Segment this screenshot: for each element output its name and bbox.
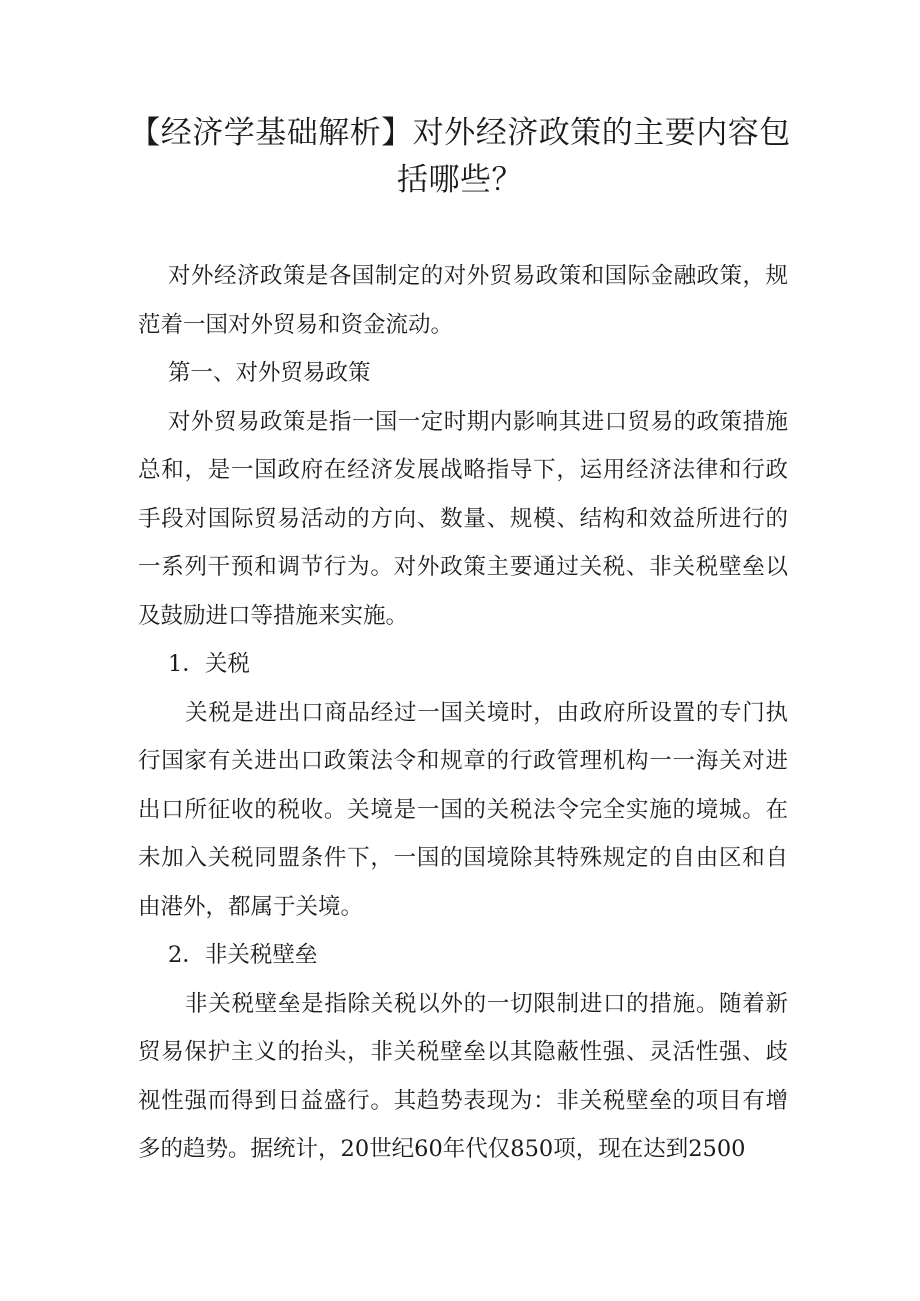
section-heading-trade-policy: 第一、对外贸易政策 bbox=[168, 360, 371, 386]
document-title: 【经济学基础解析】对外经济政策的主要内容包括哪些？ bbox=[129, 115, 791, 198]
paragraph-intro: 对外经济政策是各国制定的对外贸易政策和国际金融政策，规范着一国对外贸易和资金流动。 bbox=[138, 263, 788, 338]
subheading-tariff: 1．关税 bbox=[168, 651, 250, 677]
paragraph-tariff: 关税是进出口商品经过一国关境时，由政府所设置的专门执行国家有关进出口政策法令和规章的行政管理机构一一海关对进出口所征收的税收。关境是一国的关税法令完全实施的境城。在未加入关税同盟条件下，一国的国境除其特殊规定的自由区和自由港外，都属于关境。 bbox=[138, 699, 788, 920]
document-body bbox=[138, 252, 788, 1174]
paragraph-non-tariff-barriers: 非关税壁垒是指除关税以外的一切限制进口的措施。随着新贸易保护主义的抬头，非关税壁垒以其隐蔽性强、灵活性强、歧视性强而得到日益盛行。其趋势表现为：非关税壁垒的项目有增多的趋势。据统计，20世纪60年代仅850项，现在达到2500 bbox=[138, 990, 788, 1162]
subheading-non-tariff-barriers: 2．非关税壁垒 bbox=[168, 942, 318, 968]
paragraph-trade-policy: 对外贸易政策是指一国一定时期内影响其进口贸易的政策措施总和，是一国政府在经济发展战略指导下，运用经济法律和行政手段对国际贸易活动的方向、数量、规模、结构和效益所进行的一系列干预和调节行为。对外政策主要通过关税、非关税壁垒以及鼓励进口等措施来实施。 bbox=[138, 408, 788, 629]
